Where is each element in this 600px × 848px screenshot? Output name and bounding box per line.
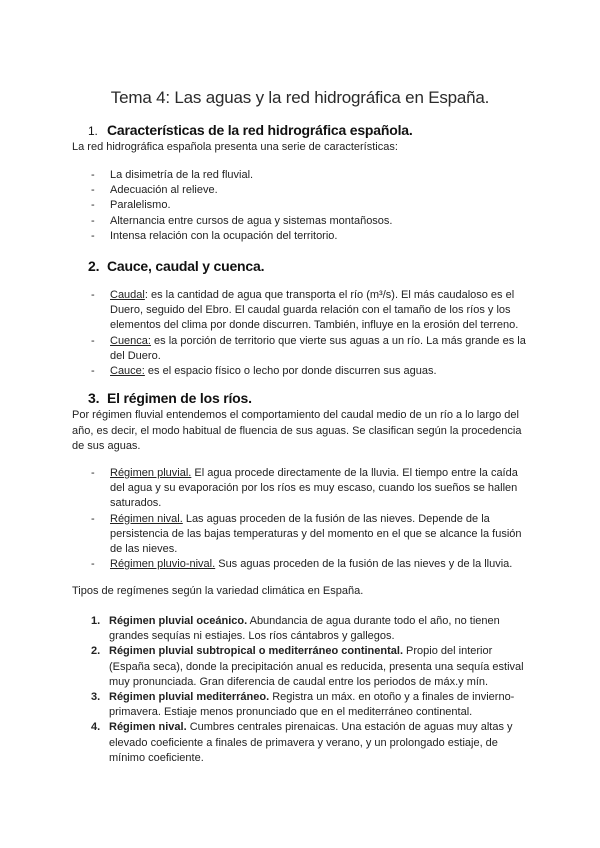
section-3-number: 3. xyxy=(88,390,100,406)
page-title: Tema 4: Las aguas y la red hidrográfica en España. xyxy=(110,88,490,107)
section-1-heading xyxy=(88,122,413,138)
term-regimen-pluvio-nival: Régimen pluvio-nival. xyxy=(110,558,216,571)
section-2-number: 2. xyxy=(88,258,100,274)
term-caudal: Caudal xyxy=(110,289,145,301)
definition-caudal: - Caudal: es la cantidad de agua que transporta el río (m³/s). El más caudaloso es el Duero, seguido del Ebro. El caudal guarda relación con el tamaño de los ríos y los elementos del clima por donde discurren. También, influye en la erosión del terreno. xyxy=(91,288,527,334)
section-3-title: El régimen de los ríos. xyxy=(107,390,252,406)
term-cuenca: Cuenca: xyxy=(110,334,151,347)
regime-type-item: 4. Régimen nival. Cumbres centrales pirenaicas. Una estación de aguas muy altas y elevado coeficiente a finales de primavera y verano, y un prolongado estiaje, de mínimo coeficiente. xyxy=(91,721,513,764)
section-1-number: 1. xyxy=(88,124,98,138)
definition-cauce: - Cauce: es el espacio físico o lecho por donde discurren sus aguas. xyxy=(91,364,527,379)
section-2-list xyxy=(91,288,527,379)
section-1-intro: La red hidrográfica española presenta una serie de características: xyxy=(72,141,398,153)
term-regimen-nival: Régimen nival. xyxy=(110,512,183,525)
list-item: - La disimetría de la red fluvial. xyxy=(91,168,531,183)
regime-pluvial: - Régimen pluvial. El agua procede directamente de la lluvia. El tiempo entre la caída del agua y su evaporación por los ríos es muy escaso, cuando los sueños se hallen saturados. xyxy=(91,466,527,512)
definition-cuenca: - Cuenca: es la porción de territorio que vierte sus aguas a un río. La más grande es la del Duero. xyxy=(91,334,527,364)
types-intro: Tipos de regímenes según la variedad climática en España. xyxy=(72,585,364,597)
regime-type-item: 3. Régimen pluvial mediterráneo. Registra un máx. en otoño y a finales de invierno-primavera. Estiaje menos pronunciado que en el mediterráneo continental. xyxy=(91,691,515,719)
section-2-heading xyxy=(88,258,264,274)
list-item: - Alternancia entre cursos de agua y sistemas montañosos. xyxy=(91,214,531,229)
list-item: - Paralelismo. xyxy=(91,198,531,213)
term-regimen-pluvial: Régimen pluvial. xyxy=(110,467,192,479)
regime-type-item: 1. Régimen pluvial oceánico. Abundancia de agua durante todo el año, no tienen grandes sequías ni estiajes. Los ríos cántabros y gallegos. xyxy=(91,615,500,643)
regime-nival: - Régimen nival. Las aguas proceden de la fusión de las nieves. Depende de la persistencia de las bajas temperaturas y del momento en el que se alcance la fusión de las nieves. xyxy=(91,512,527,558)
regime-pluvio-nival: - Régimen pluvio-nival. Sus aguas proceden de la fusión de las nieves y de la lluvia. xyxy=(91,557,527,572)
term-cauce: Cauce: xyxy=(110,365,145,378)
section-3-intro: Por régimen fluvial entendemos el comportamiento del caudal medio de un río a lo largo del año, es decir, el modo habitual de fluencia de sus aguas. Se clasifican según la procedencia de sus aguas. xyxy=(72,409,522,452)
regime-type-item: 2. Régimen pluvial subtropical o mediterráneo continental. Propio del interior (España seca), donde la precipitación anual es reducida, presenta una sequía estival muy pronunciada. Gran diferencia de caudal entre los periodos de máx.y mín. xyxy=(91,645,524,688)
section-2-title: Cauce, caudal y cuenca. xyxy=(107,258,265,274)
section-3-heading xyxy=(88,390,252,406)
section-1-list xyxy=(91,168,531,244)
section-3-list xyxy=(91,466,527,572)
section-1-title: Características de la red hidrográfica española. xyxy=(107,122,413,138)
regime-types-list xyxy=(91,614,531,766)
list-item: - Intensa relación con la ocupación del territorio. xyxy=(91,229,531,244)
list-item: - Adecuación al relieve. xyxy=(91,183,531,198)
